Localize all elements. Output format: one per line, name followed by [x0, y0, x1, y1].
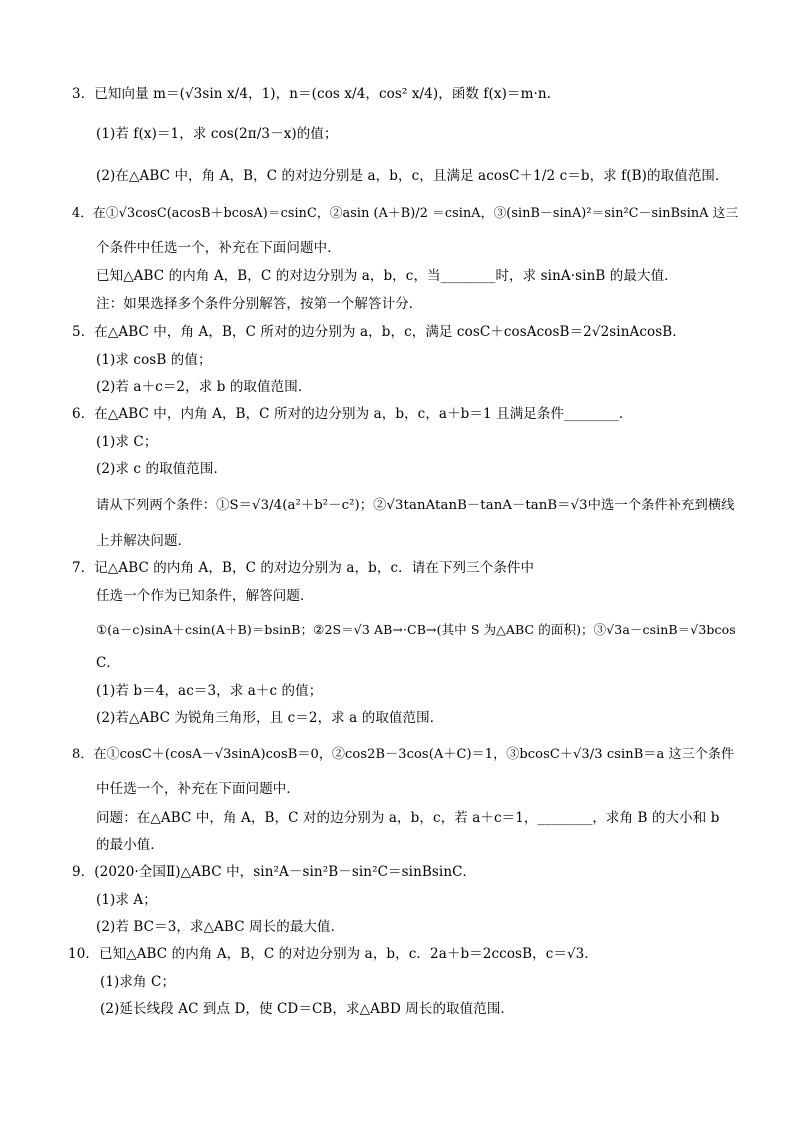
problem-3-line-2: (1)若 f(x)＝1，求 cos(2π/3－x)的值； — [96, 126, 338, 142]
problem-4-line-1: 4．在①√3cosC(acosB＋bcosA)＝csinC，②asin (A＋B)/2 ＝csinA，③(sinB－sinA)²＝sin²C－sinBsinA 这三 — [72, 206, 739, 221]
problem-7-line-3: ①(a－c)sinA＋csin(A＋B)＝bsinB；②2S＝√3 AB→·CB→(其中 S 为△ABC 的面积)；③√3a－csinB＝√3bcos — [96, 622, 736, 637]
problem-10-line-2: (1)求角 C； — [100, 974, 176, 990]
problem-10-line-3: (2)延长线段 AC 到点 D，使 CD＝CB，求△ABD 周长的取值范围． — [100, 1001, 515, 1017]
problem-8-line-1: 8．在①cosC＋(cosA－√3sinA)cosB＝0，②cos2B－3cos(A＋C)＝1，③bcosC＋√3/3 csinB＝a 这三个条件 — [72, 747, 735, 762]
problem-9-line-3: (2)若 BC＝3，求△ABC 周长的最大值． — [96, 919, 345, 935]
problem-6-line-3: (2)求 c 的取值范围． — [96, 461, 228, 477]
problem-4-line-4: 注：如果选择多个条件分别解答，按第一个解答计分． — [96, 296, 423, 312]
problem-7-line-2: 任选一个作为已知条件，解答问题． — [96, 588, 314, 604]
problem-8-line-3: 问题：在△ABC 中，角 A，B，C 对的边分别为 a，b，c，若 a＋c＝1，________，求角 B 的大小和 b — [96, 810, 720, 826]
problem-7-line-5: (1)若 b＝4，ac＝3，求 a＋c 的值； — [96, 683, 323, 699]
problem-7-line-6: (2)若△ABC 为锐角三角形，且 c＝2，求 a 的取值范围． — [96, 710, 444, 726]
problem-9-line-2: (1)求 A； — [96, 892, 157, 908]
problem-6-line-5: 上并解决问题． — [96, 533, 192, 549]
problem-8-line-2: 中任选一个，补充在下面问题中． — [96, 781, 300, 797]
problem-8-line-4: 的最小值． — [96, 837, 164, 853]
problem-9-line-1: 9．(2020·全国Ⅱ)△ABC 中，sin²A－sin²B－sin²C＝sinBsinC． — [72, 864, 477, 880]
problem-6-line-4: 请从下列两个条件：①S＝√3/4(a²＋b²－c²)；②√3tanAtanB－tanA－tanB＝√3中选一个条件补充到横线 — [96, 498, 735, 513]
problem-4-line-3: 已知△ABC 的内角 A，B，C 的对边分别为 a，b，c，当________时，求 sinA·sinB 的最大值． — [96, 268, 678, 284]
problem-7-line-4: C． — [96, 655, 121, 671]
problem-6-line-2: (1)求 C； — [96, 434, 158, 450]
problem-5-line-2: (1)求 cosB 的值； — [96, 352, 212, 368]
problem-5-line-1: 5．在△ABC 中，角 A，B，C 所对的边分别为 a，b，c，满足 cosC＋cosAcosB＝2√2sinAcosB． — [72, 324, 686, 340]
problem-4-line-2: 个条件中任选一个，补充在下面问题中． — [96, 240, 341, 256]
problem-3-line-1: 3．已知向量 m＝(√3sin x/4，1)，n＝(cos x/4，cos² x/4)，函数 f(x)＝m·n. — [72, 86, 552, 102]
problem-7-line-1: 7．记△ABC 的内角 A，B，C 的对边分别为 a，b，c．请在下列三个条件中 — [72, 560, 535, 576]
problem-6-line-1: 6．在△ABC 中，内角 A，B，C 所对的边分别为 a，b，c，a＋b＝1 且满足条件________． — [72, 406, 633, 422]
problem-5-line-3: (2)若 a＋c＝2，求 b 的取值范围． — [96, 379, 312, 395]
problem-3-line-3: (2)在△ABC 中，角 A，B，C 的对边分别是 a，b，c，且满足 acosC＋1/2 c＝b，求 f(B)的取值范围． — [96, 168, 729, 184]
problem-10-line-1: 10．已知△ABC 的内角 A，B，C 的对边分别为 a，b，c．2a＋b＝2ccosB，c＝√3． — [68, 946, 598, 962]
